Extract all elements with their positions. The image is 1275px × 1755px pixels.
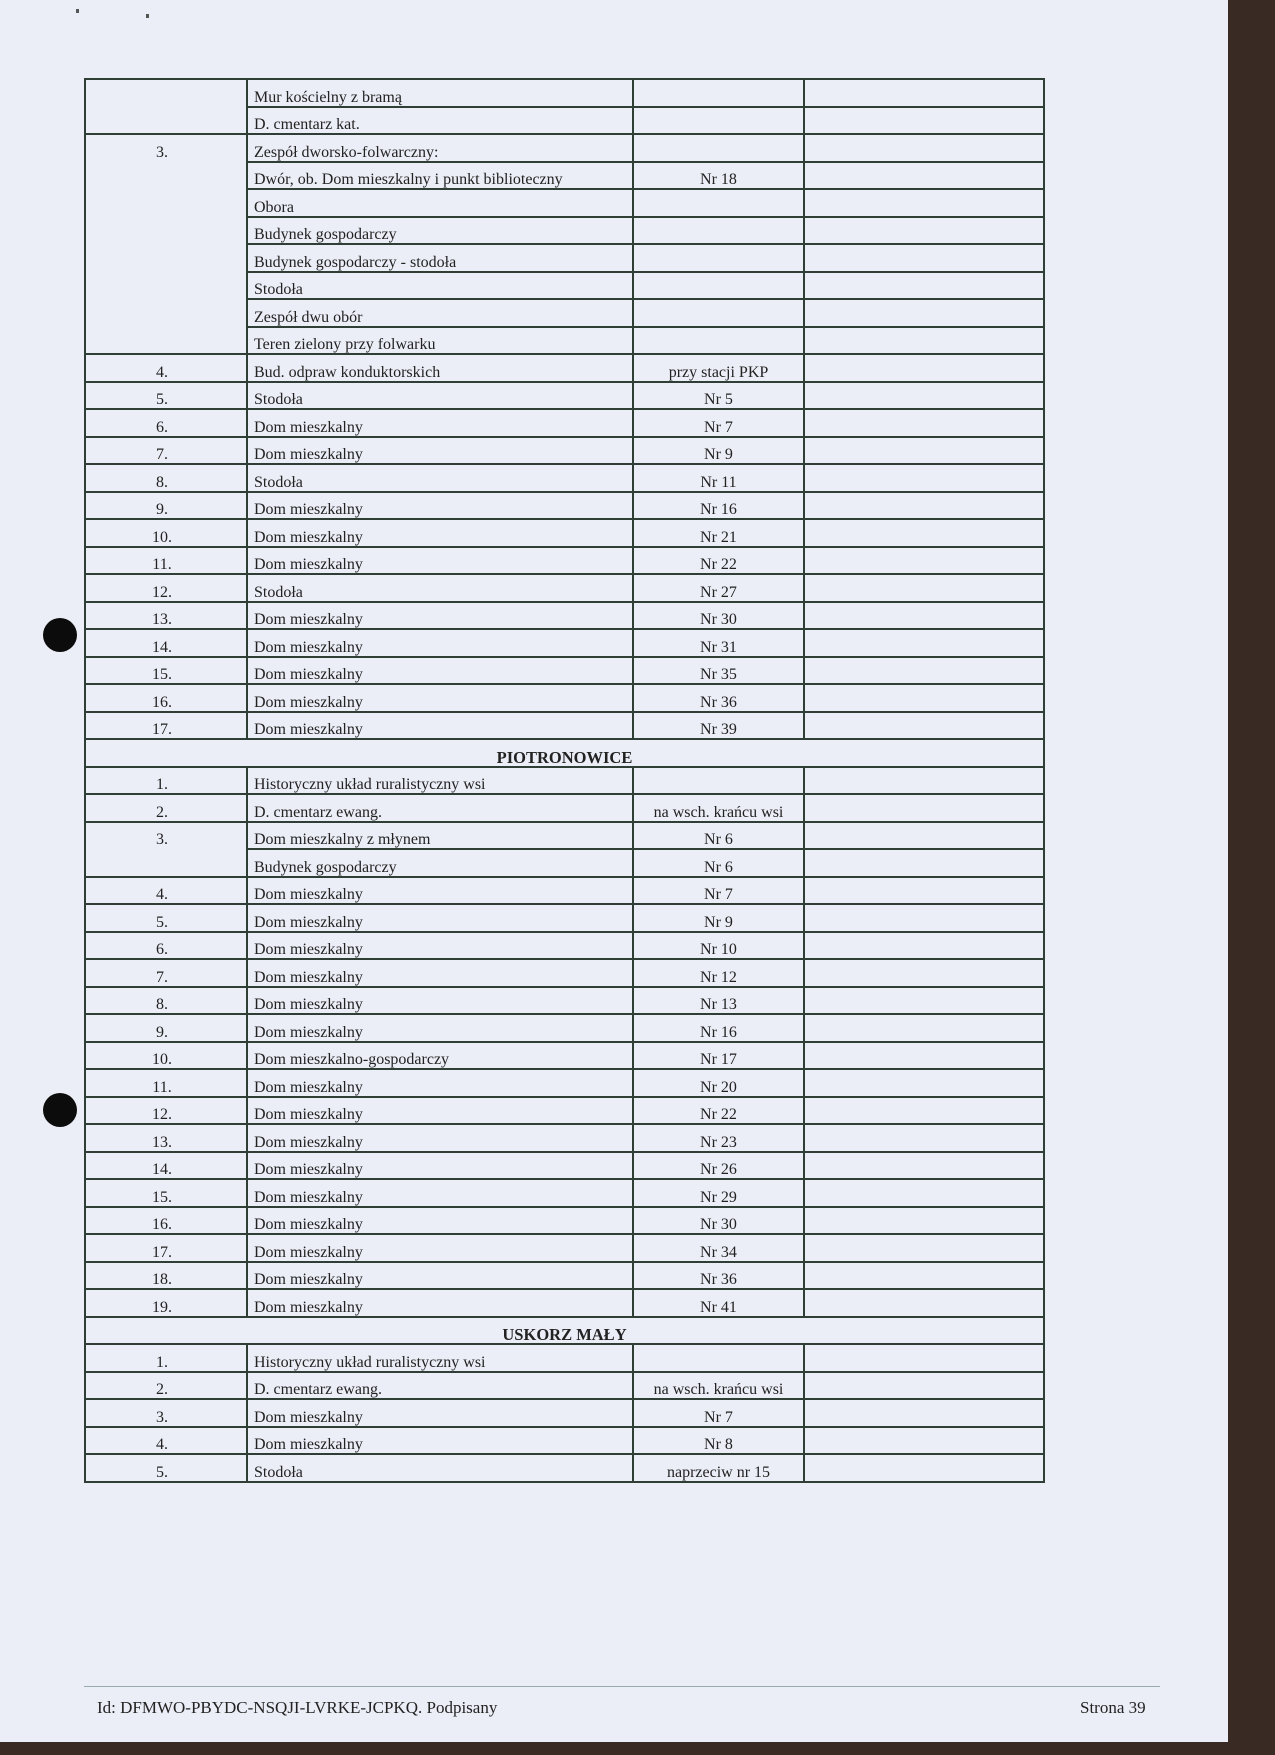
table-row — [85, 1152, 1044, 1180]
object-name: Dom mieszkalny — [247, 629, 633, 657]
row-number: 6. — [85, 409, 247, 437]
note — [804, 712, 1044, 740]
row-number: 1. — [85, 767, 247, 795]
note — [804, 959, 1044, 987]
note — [804, 79, 1044, 107]
table-row — [85, 712, 1044, 740]
table-row — [85, 162, 1044, 190]
note — [804, 409, 1044, 437]
note — [804, 904, 1044, 932]
row-number — [85, 189, 247, 217]
address: Nr 20 — [633, 1069, 804, 1097]
address: Nr 22 — [633, 547, 804, 575]
table-row — [85, 79, 1044, 107]
object-name: Teren zielony przy folwarku — [247, 327, 633, 355]
object-name: Dom mieszkalny — [247, 519, 633, 547]
note — [804, 1427, 1044, 1455]
row-number: 7. — [85, 959, 247, 987]
note — [804, 1344, 1044, 1372]
object-name: Dom mieszkalny — [247, 1399, 633, 1427]
address: Nr 5 — [633, 382, 804, 410]
object-name: Dom mieszkalny — [247, 959, 633, 987]
row-number — [85, 849, 247, 877]
page-number: Strona 39 — [1080, 1698, 1146, 1717]
note — [804, 492, 1044, 520]
note — [804, 162, 1044, 190]
address: Nr 30 — [633, 602, 804, 630]
table-row — [85, 1097, 1044, 1125]
note — [804, 1399, 1044, 1427]
note — [804, 1234, 1044, 1262]
row-number: 17. — [85, 712, 247, 740]
table-row — [85, 134, 1044, 162]
address — [633, 299, 804, 327]
row-number — [85, 299, 247, 327]
row-number: 13. — [85, 602, 247, 630]
row-number — [85, 79, 247, 107]
note — [804, 1014, 1044, 1042]
table-row — [85, 959, 1044, 987]
note — [804, 327, 1044, 355]
address: na wsch. krańcu wsi — [633, 794, 804, 822]
section-title: PIOTRONOWICE — [85, 739, 1044, 767]
row-number: 14. — [85, 1152, 247, 1180]
table-row — [85, 382, 1044, 410]
object-name: Stodoła — [247, 1454, 633, 1482]
row-number: 16. — [85, 1207, 247, 1235]
object-name: Obora — [247, 189, 633, 217]
row-number: 9. — [85, 492, 247, 520]
object-name: Dom mieszkalny — [247, 987, 633, 1015]
object-name: Stodoła — [247, 574, 633, 602]
address: Nr 12 — [633, 959, 804, 987]
note — [804, 519, 1044, 547]
table-row — [85, 1124, 1044, 1152]
object-name: Dom mieszkalny — [247, 1427, 633, 1455]
note — [804, 877, 1044, 905]
address: Nr 34 — [633, 1234, 804, 1262]
note — [804, 1097, 1044, 1125]
address: Nr 18 — [633, 162, 804, 190]
address: Nr 6 — [633, 849, 804, 877]
row-number: 18. — [85, 1262, 247, 1290]
address — [633, 217, 804, 245]
address: Nr 6 — [633, 822, 804, 850]
row-number — [85, 244, 247, 272]
table-row — [85, 877, 1044, 905]
table-row — [85, 272, 1044, 300]
row-number: 14. — [85, 629, 247, 657]
address: Nr 9 — [633, 904, 804, 932]
register-body — [85, 79, 1044, 1482]
object-name: Dom mieszkalny — [247, 657, 633, 685]
object-name: Dom mieszkalny — [247, 1124, 633, 1152]
address: Nr 17 — [633, 1042, 804, 1070]
row-number: 16. — [85, 684, 247, 712]
row-number: 5. — [85, 1454, 247, 1482]
table-row — [85, 602, 1044, 630]
object-name: Dom mieszkalny z młynem — [247, 822, 633, 850]
table-row — [85, 1069, 1044, 1097]
row-number — [85, 217, 247, 245]
note — [804, 1289, 1044, 1317]
address: Nr 26 — [633, 1152, 804, 1180]
note — [804, 1124, 1044, 1152]
note — [804, 602, 1044, 630]
table-row — [85, 244, 1044, 272]
note — [804, 299, 1044, 327]
address: Nr 22 — [633, 1097, 804, 1125]
object-name: Dom mieszkalny — [247, 712, 633, 740]
table-row — [85, 492, 1044, 520]
note — [804, 354, 1044, 382]
row-number: 15. — [85, 657, 247, 685]
address: Nr 16 — [633, 1014, 804, 1042]
table-row — [85, 574, 1044, 602]
address: naprzeciw nr 15 — [633, 1454, 804, 1482]
object-name: Budynek gospodarczy — [247, 217, 633, 245]
table-row — [85, 1234, 1044, 1262]
address: Nr 39 — [633, 712, 804, 740]
row-number: 4. — [85, 877, 247, 905]
table-row — [85, 657, 1044, 685]
row-number: 12. — [85, 1097, 247, 1125]
table-row — [85, 849, 1044, 877]
row-number: 5. — [85, 904, 247, 932]
address — [633, 107, 804, 135]
table-row — [85, 299, 1044, 327]
address: Nr 8 — [633, 1427, 804, 1455]
note — [804, 134, 1044, 162]
object-name: D. cmentarz ewang. — [247, 1372, 633, 1400]
row-number: 8. — [85, 464, 247, 492]
row-number: 15. — [85, 1179, 247, 1207]
row-number — [85, 107, 247, 135]
object-name: Dom mieszkalny — [247, 877, 633, 905]
note — [804, 1069, 1044, 1097]
table-row — [85, 217, 1044, 245]
row-number — [85, 272, 247, 300]
table-row — [85, 1014, 1044, 1042]
scan-speck — [146, 14, 149, 18]
object-name: Dom mieszkalny — [247, 1289, 633, 1317]
address — [633, 134, 804, 162]
section-header-row — [85, 1317, 1044, 1345]
address: Nr 36 — [633, 1262, 804, 1290]
object-name: Dom mieszkalno-gospodarczy — [247, 1042, 633, 1070]
object-name: Zespół dworsko-folwarczny: — [247, 134, 633, 162]
monument-register-table — [84, 78, 1045, 1483]
object-name: Dom mieszkalny — [247, 547, 633, 575]
table-row — [85, 354, 1044, 382]
note — [804, 932, 1044, 960]
table-row — [85, 1454, 1044, 1482]
table-row — [85, 822, 1044, 850]
object-name: D. cmentarz ewang. — [247, 794, 633, 822]
row-number: 11. — [85, 1069, 247, 1097]
address — [633, 327, 804, 355]
note — [804, 107, 1044, 135]
address: Nr 21 — [633, 519, 804, 547]
row-number: 2. — [85, 1372, 247, 1400]
row-number: 4. — [85, 354, 247, 382]
object-name: Historyczny układ ruralistyczny wsi — [247, 1344, 633, 1372]
table-row — [85, 1344, 1044, 1372]
object-name: Dom mieszkalny — [247, 1097, 633, 1125]
note — [804, 272, 1044, 300]
object-name: Dom mieszkalny — [247, 932, 633, 960]
address: na wsch. krańcu wsi — [633, 1372, 804, 1400]
table-row — [85, 519, 1044, 547]
table-row — [85, 1262, 1044, 1290]
note — [804, 767, 1044, 795]
note — [804, 1454, 1044, 1482]
object-name: Bud. odpraw konduktorskich — [247, 354, 633, 382]
object-name: Dom mieszkalny — [247, 1152, 633, 1180]
address: Nr 16 — [633, 492, 804, 520]
row-number: 9. — [85, 1014, 247, 1042]
table-row — [85, 1399, 1044, 1427]
object-name: D. cmentarz kat. — [247, 107, 633, 135]
row-number: 17. — [85, 1234, 247, 1262]
object-name: Dom mieszkalny — [247, 602, 633, 630]
address — [633, 189, 804, 217]
address: Nr 23 — [633, 1124, 804, 1152]
address: Nr 29 — [633, 1179, 804, 1207]
table-row — [85, 1289, 1044, 1317]
note — [804, 189, 1044, 217]
note — [804, 987, 1044, 1015]
table-row — [85, 629, 1044, 657]
row-number: 10. — [85, 1042, 247, 1070]
object-name: Budynek gospodarczy - stodoła — [247, 244, 633, 272]
row-number: 13. — [85, 1124, 247, 1152]
object-name: Dom mieszkalny — [247, 1234, 633, 1262]
address: Nr 9 — [633, 437, 804, 465]
note — [804, 217, 1044, 245]
table-row — [85, 987, 1044, 1015]
row-number: 19. — [85, 1289, 247, 1317]
row-number — [85, 327, 247, 355]
table-row — [85, 464, 1044, 492]
note — [804, 1042, 1044, 1070]
row-number: 10. — [85, 519, 247, 547]
object-name: Dom mieszkalny — [247, 1262, 633, 1290]
object-name: Budynek gospodarczy — [247, 849, 633, 877]
table-row — [85, 1427, 1044, 1455]
object-name: Historyczny układ ruralistyczny wsi — [247, 767, 633, 795]
note — [804, 464, 1044, 492]
object-name: Dom mieszkalny — [247, 904, 633, 932]
address: Nr 7 — [633, 877, 804, 905]
address: przy stacji PKP — [633, 354, 804, 382]
table-row — [85, 1042, 1044, 1070]
row-number: 7. — [85, 437, 247, 465]
row-number: 1. — [85, 1344, 247, 1372]
note — [804, 1179, 1044, 1207]
address: Nr 36 — [633, 684, 804, 712]
object-name: Dom mieszkalny — [247, 1207, 633, 1235]
row-number: 8. — [85, 987, 247, 1015]
table-row — [85, 794, 1044, 822]
address: Nr 11 — [633, 464, 804, 492]
row-number: 3. — [85, 134, 247, 162]
address: Nr 13 — [633, 987, 804, 1015]
note — [804, 244, 1044, 272]
object-name: Dom mieszkalny — [247, 1069, 633, 1097]
address: Nr 41 — [633, 1289, 804, 1317]
note — [804, 794, 1044, 822]
note — [804, 684, 1044, 712]
document-id: Id: DFMWO-PBYDC-NSQJI-LVRKE-JCPKQ. Podpisany — [97, 1698, 498, 1717]
table-row — [85, 904, 1044, 932]
object-name: Stodoła — [247, 464, 633, 492]
table-row — [85, 189, 1044, 217]
row-number: 4. — [85, 1427, 247, 1455]
object-name: Dom mieszkalny — [247, 1014, 633, 1042]
row-number: 6. — [85, 932, 247, 960]
object-name: Dom mieszkalny — [247, 409, 633, 437]
section-title: USKORZ MAŁY — [85, 1317, 1044, 1345]
table-row — [85, 409, 1044, 437]
note — [804, 629, 1044, 657]
punch-hole — [43, 618, 77, 652]
address — [633, 244, 804, 272]
table-row — [85, 767, 1044, 795]
object-name: Stodoła — [247, 382, 633, 410]
row-number: 11. — [85, 547, 247, 575]
row-number — [85, 162, 247, 190]
note — [804, 547, 1044, 575]
object-name: Zespół dwu obór — [247, 299, 633, 327]
note — [804, 1262, 1044, 1290]
table-row — [85, 437, 1044, 465]
table-row — [85, 1207, 1044, 1235]
object-name: Dom mieszkalny — [247, 492, 633, 520]
row-number: 2. — [85, 794, 247, 822]
object-name: Dom mieszkalny — [247, 1179, 633, 1207]
row-number: 3. — [85, 822, 247, 850]
address: Nr 10 — [633, 932, 804, 960]
note — [804, 1207, 1044, 1235]
punch-hole — [43, 1093, 77, 1127]
address — [633, 272, 804, 300]
table-row — [85, 684, 1044, 712]
note — [804, 657, 1044, 685]
section-header-row — [85, 739, 1044, 767]
address: Nr 7 — [633, 1399, 804, 1427]
row-number: 12. — [85, 574, 247, 602]
object-name: Dom mieszkalny — [247, 437, 633, 465]
table-row — [85, 327, 1044, 355]
table-row — [85, 1179, 1044, 1207]
note — [804, 382, 1044, 410]
table-row — [85, 547, 1044, 575]
address: Nr 30 — [633, 1207, 804, 1235]
object-name: Stodoła — [247, 272, 633, 300]
note — [804, 1372, 1044, 1400]
note — [804, 574, 1044, 602]
address: Nr 31 — [633, 629, 804, 657]
object-name: Dom mieszkalny — [247, 684, 633, 712]
address — [633, 1344, 804, 1372]
address: Nr 35 — [633, 657, 804, 685]
table-row — [85, 932, 1044, 960]
address — [633, 767, 804, 795]
row-number: 5. — [85, 382, 247, 410]
note — [804, 822, 1044, 850]
note — [804, 1152, 1044, 1180]
address: Nr 27 — [633, 574, 804, 602]
object-name: Dwór, ob. Dom mieszkalny i punkt biblioteczny — [247, 162, 633, 190]
address: Nr 7 — [633, 409, 804, 437]
table-row — [85, 107, 1044, 135]
note — [804, 849, 1044, 877]
address — [633, 79, 804, 107]
scan-speck — [76, 9, 79, 13]
table-row — [85, 1372, 1044, 1400]
object-name: Mur kościelny z bramą — [247, 79, 633, 107]
row-number: 3. — [85, 1399, 247, 1427]
note — [804, 437, 1044, 465]
footer-divider — [84, 1686, 1160, 1687]
